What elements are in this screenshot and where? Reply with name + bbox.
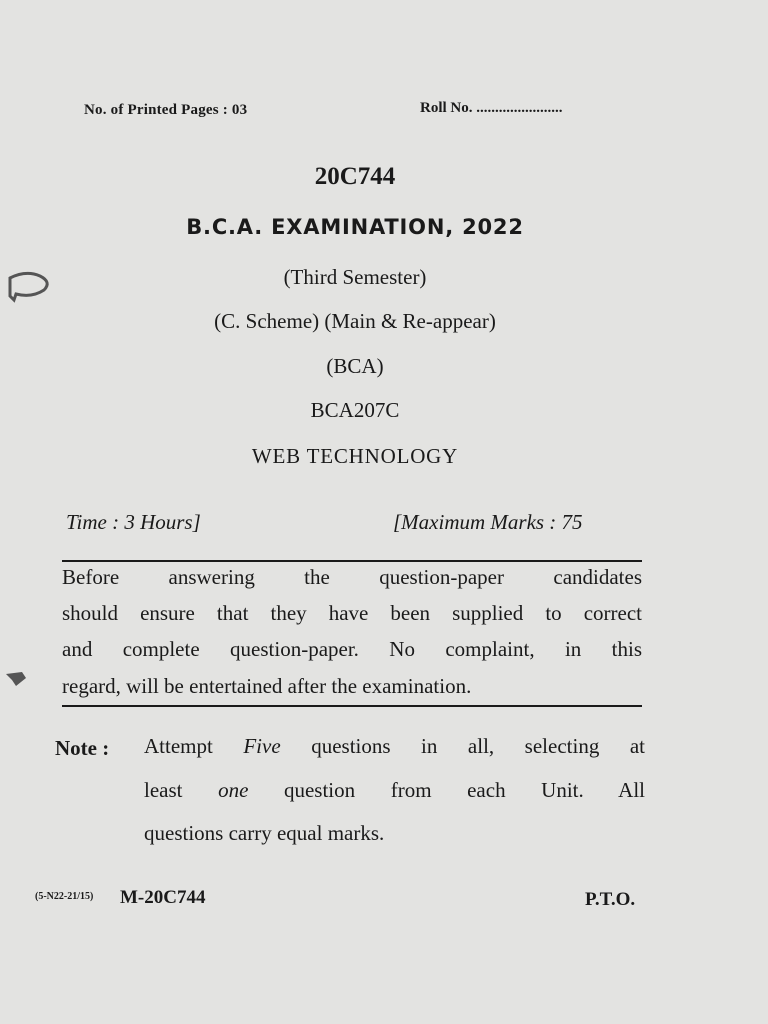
note-line: least one question from each Unit. All	[144, 778, 645, 802]
course: (BCA)	[326, 354, 384, 378]
divider-top	[62, 560, 642, 562]
footer-batch-code: (5-N22-21/15)	[35, 891, 94, 902]
instruction-line: Before answering the question-paper candidates	[62, 565, 642, 589]
semester: (Third Semester)	[283, 265, 427, 289]
scan-mark	[6, 268, 58, 304]
subject-title: WEB TECHNOLOGY	[251, 444, 459, 468]
scan-mark	[4, 668, 28, 690]
paper-code: 20C744	[314, 163, 396, 190]
exam-title: B.C.A. EXAMINATION, 2022	[186, 215, 524, 239]
subject-code: BCA207C	[310, 398, 400, 422]
instruction-line: and complete question-paper. No complaint, in this	[62, 637, 642, 661]
note-label: Note :	[55, 736, 110, 760]
please-turn-over: P.T.O.	[585, 889, 636, 910]
note-line: Attempt Five questions in all, selecting at	[144, 734, 646, 758]
maximum-marks: [Maximum Marks : 75	[393, 510, 583, 534]
printed-pages: No. of Printed Pages : 03	[84, 102, 248, 118]
divider-bottom	[62, 705, 642, 707]
note-line: questions carry equal marks.	[144, 821, 385, 845]
scheme: (C. Scheme) (Main & Re-appear)	[214, 309, 496, 333]
instruction-line: regard, will be entertained after the examination.	[62, 674, 472, 698]
instruction-line: should ensure that they have been supplied to correct	[62, 601, 642, 625]
roll-number-field: Roll No. .......................	[420, 100, 563, 116]
footer-paper-code: M-20C744	[120, 887, 206, 908]
time-allowed: Time : 3 Hours]	[66, 510, 201, 534]
